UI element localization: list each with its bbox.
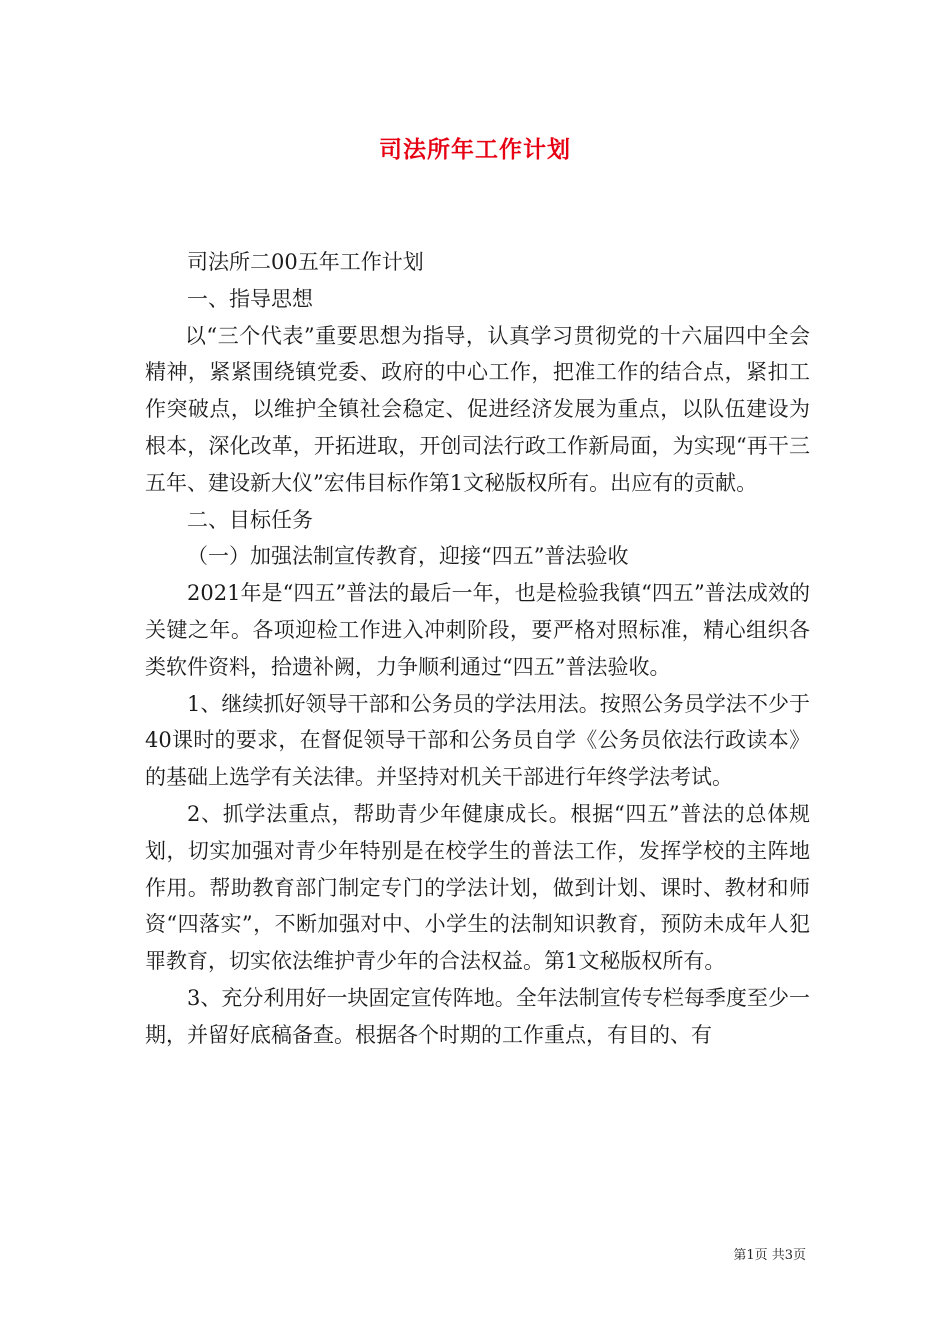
- paragraph-guiding-ideology: 以“三个代表”重要思想为指导，认真学习贯彻党的十六届四中全会精神，紧紧围绕镇党委、政府的中心工作，把准工作的结合点，紧扣工作突破点，以维护全镇社会稳定、促进经济发展为重点，以队伍建设为根本，深化改革，开拓进取，开创司法行政工作新局面，为实现“再干三五年、建设新大仪”宏伟目标作第1文秘版权所有。出应有的贡献。: [145, 323, 810, 495]
- paragraph-item-3: 3、充分利用好一块固定宣传阵地。全年法制宣传专栏每季度至少一期，并留好底稿备查。根据各个时期的工作重点，有目的、有: [145, 985, 810, 1047]
- section-heading-goals: 二、目标任务: [187, 507, 313, 532]
- paragraph-item-1: 1、继续抓好领导干部和公务员的学法用法。按照公务员学法不少于40课时的要求，在督促领导干部和公务员自学《公务员依法行政读本》的基础上选学有关法律。并坚持对机关干部进行年终学法考试。: [145, 691, 810, 790]
- subsection-heading-legal-education: （一）加强法制宣传教育，迎接“四五”普法验收: [187, 544, 629, 569]
- section-heading-guiding-ideology: 一、指导思想: [187, 286, 313, 311]
- subtitle-line: 司法所二00五年工作计划: [187, 250, 424, 274]
- paragraph-legal-education: 2021年是“四五”普法的最后一年，也是检验我镇“四五”普法成效的关键之年。各项迎检工作进入冲刺阶段，要严格对照标准，精心组织各类软件资料，拾遗补阙，力争顺利通过“四五”普法验收。: [145, 581, 810, 679]
- paragraph-item-2: 2、抓学法重点，帮助青少年健康成长。根据“四五”普法的总体规划，切实加强对青少年特别是在校学生的普法工作，发挥学校的主阵地作用。帮助教育部门制定专门的学法计划，做到计划、课时、教材和师资“四落实”，不断加强对中、小学生的法制知识教育，预防未成年人犯罪教育，切实依法维护青少年的合法权益。第1文秘版权所有。: [145, 801, 810, 974]
- document-title: 司法所年工作计划: [379, 136, 571, 163]
- document-body: [145, 244, 810, 1054]
- page-indicator: 第1页 共3页: [733, 1248, 806, 1263]
